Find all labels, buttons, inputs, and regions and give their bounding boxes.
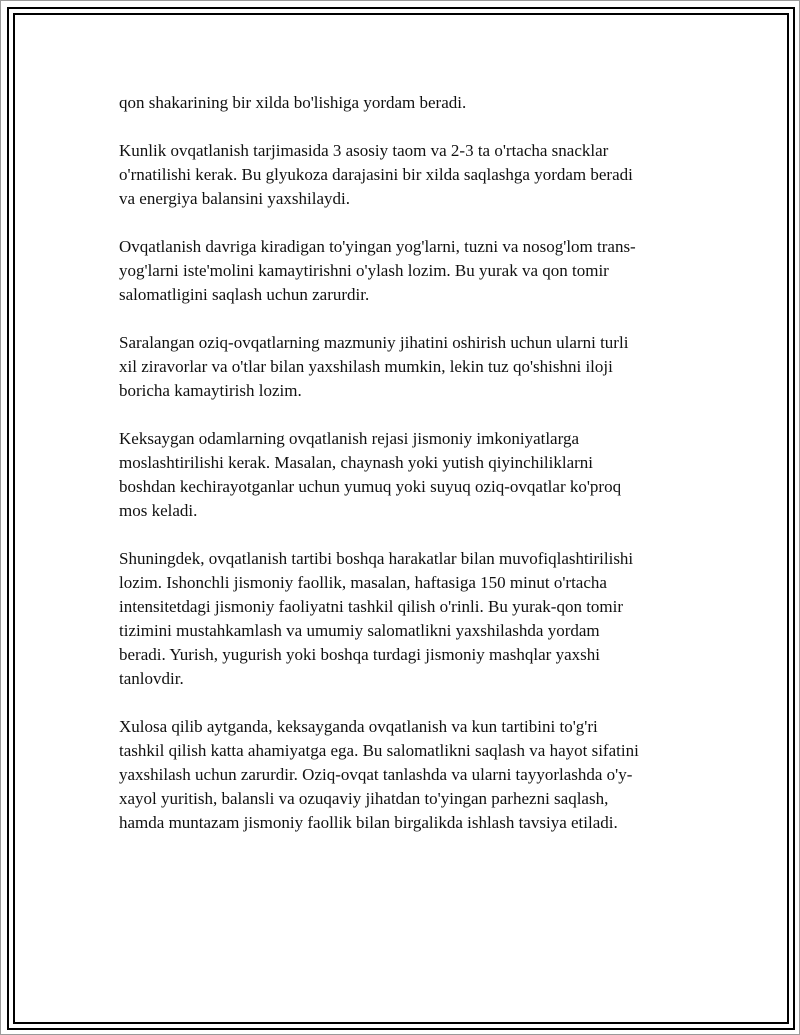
paragraph-1: qon shakarining bir xilda bo'lishiga yordam beradi.	[119, 93, 467, 112]
document-body	[119, 91, 679, 859]
paragraph-6: Shuningdek, ovqatlanish tartibi boshqa harakatlar bilan muvofiqlashtirilishi lozim. Ishonchli jismoniy faollik, masalan, haftasiga 150 minut o'rtacha intensitetdagi jismoniy faoliyatni tashkil qilish o'rinli. Bu yurak-qon tomir tizimini mustahkamlash va umumiy salomatlikni yaxshilashda yordam beradi. Yurish, yugurish yoki boshqa turdagi jismoniy mashqlar yaxshi tanlovdir.	[119, 549, 634, 688]
paragraph-7: Xulosa qilib aytganda, keksayganda ovqatlanish va kun tartibini to'g'ri tashkil qilish katta ahamiyatga ega. Bu salomatlikni saqlash va hayot sifatini yaxshilash uchun zarurdir. Oziq-ovqat tanlashda va ularni tayyorlashda o'y- xayol yuritish, balansli va ozuqaviy jihatdan to'yingan parhezni saqlash, hamda muntazam jismoniy faollik bilan birgalikda ishlash tavsiya etiladi.	[119, 717, 639, 832]
paragraph-2: Kunlik ovqatlanish tarjimasida 3 asosiy taom va 2-3 ta o'rtacha snacklar o'rnatilishi kerak. Bu glyukoza darajasini bir xilda saqlashga yordam beradi va energiya balansini yaxshilaydi.	[119, 141, 633, 208]
paragraph-3: Ovqatlanish davriga kiradigan to'yingan yog'larni, tuzni va nosog'lom trans- yog'larni iste'molini kamaytirishni o'ylash lozim. Bu yurak va qon tomir salomatligini saqlash uchun zarurdir.	[119, 237, 636, 304]
paragraph-5: Keksaygan odamlarning ovqatlanish rejasi jismoniy imkoniyatlarga moslashtirilishi kerak. Masalan, chaynash yoki yutish qiyinchiliklarni boshdan kechirayotganlar uchun yumuq yoki suyuq oziq-ovqatlar ko'proq mos keladi.	[119, 429, 622, 520]
paragraph-4: Saralangan oziq-ovqatlarning mazmuniy jihatini oshirish uchun ularni turli xil ziravorlar va o'tlar bilan yaxshilash mumkin, lekin tuz qo'shishni iloji boricha kamaytirish lozim.	[119, 333, 629, 400]
